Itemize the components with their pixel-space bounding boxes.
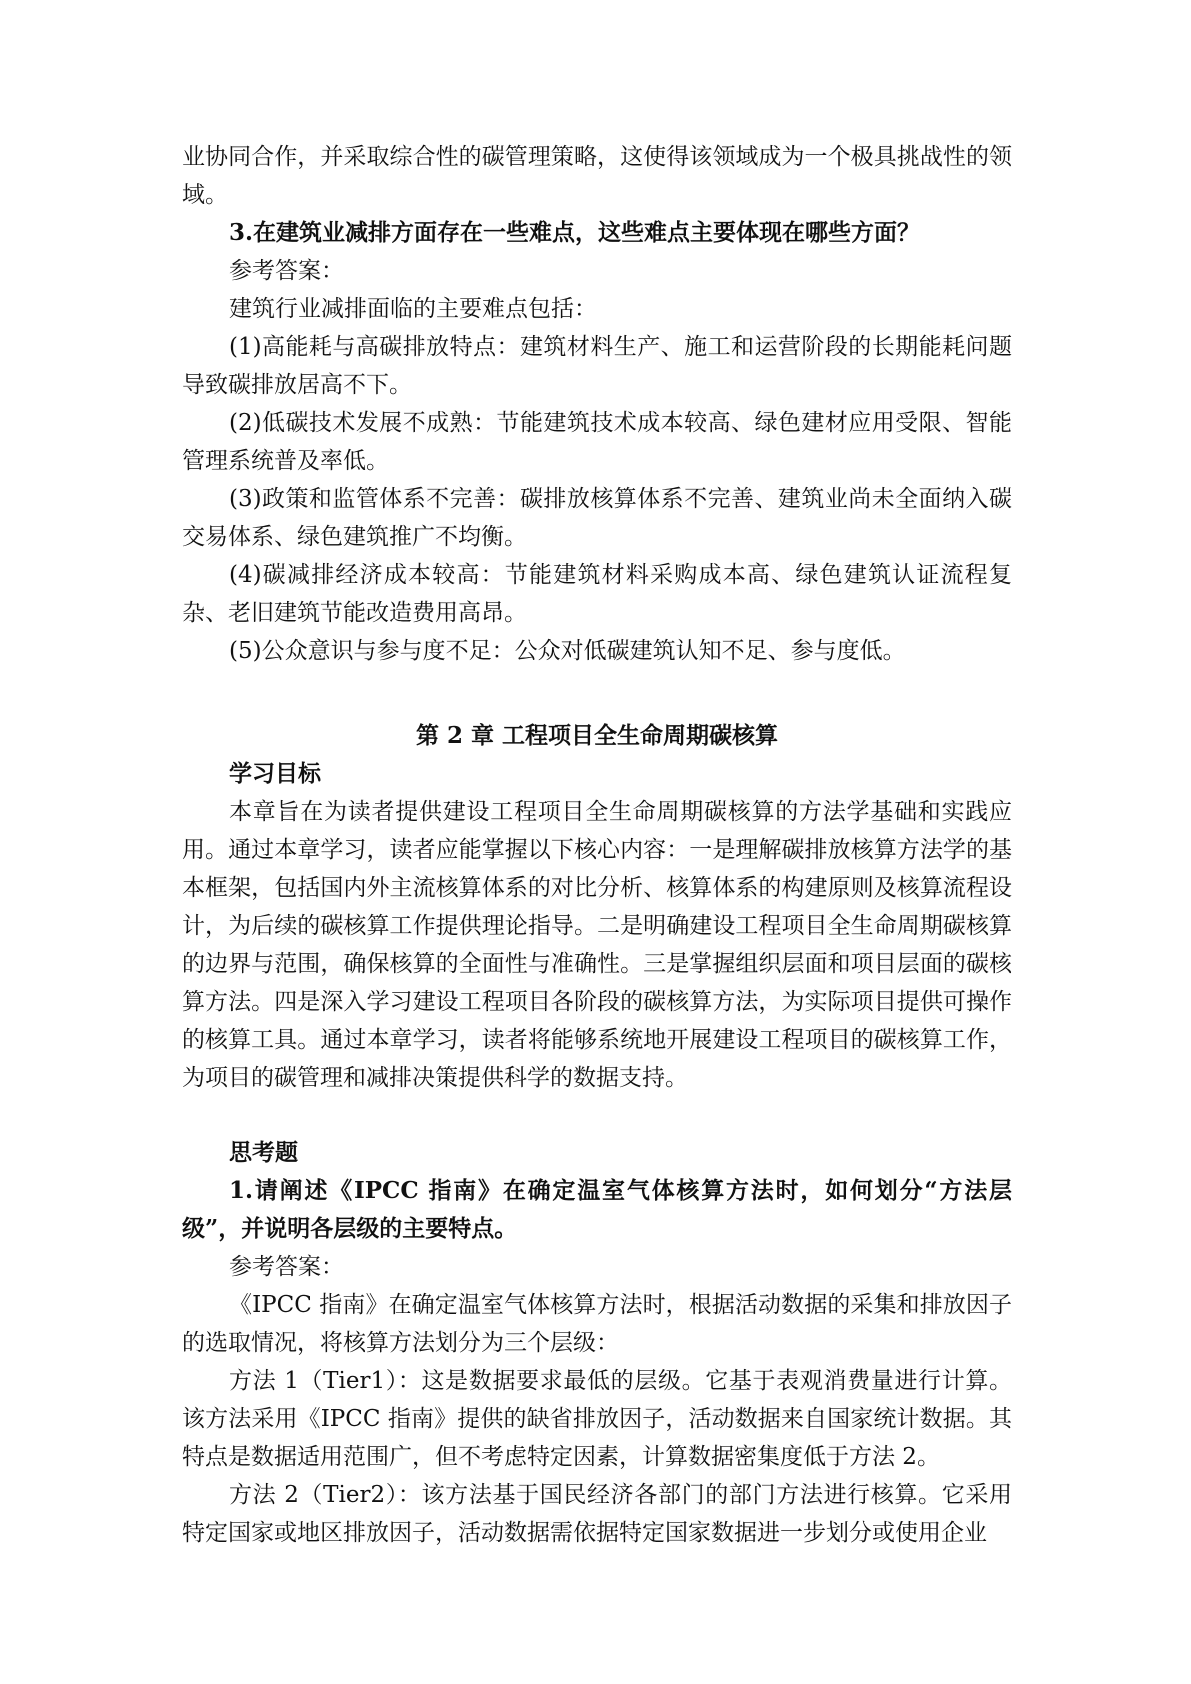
ipcc-intro-paragraph: 《IPCC 指南》在确定温室气体核算方法时，根据活动数据的采集和排放因子的选取情况，将核算方法划分为三个层级： — [182, 1292, 1012, 1356]
difficulty-item-4: (4)碳减排经济成本较高：节能建筑材料采购成本高、绿色建筑认证流程复杂、老旧建筑节能改造费用高昂。 — [182, 562, 1012, 626]
objectives-heading: 学习目标 — [229, 760, 321, 787]
chapter-title: 第 2 章 工程项目全生命周期碳核算 — [415, 722, 779, 749]
objectives-paragraph: 本章旨在为读者提供建设工程项目全生命周期碳核算的方法学基础和实践应用。通过本章学习，读者应能掌握以下核心内容：一是理解碳排放核算方法学的基本框架，包括国内外主流核算体系的对比分析、核算体系的构建原则及核算流程设计，为后续的碳核算工作提供理论指导。二是明确建设工程项目全生命周期碳核算的边界与范围，确保核算的全面性与准确性。三是掌握组织层面和项目层面的碳核算方法。四是深入学习建设工程项目各阶段的碳核算方法，为实际项目提供可操作的核算工具。通过本章学习，读者将能够系统地开展建设工程项目的碳核算工作，为项目的碳管理和减排决策提供科学的数据支持。 — [182, 799, 1012, 1091]
tier1-paragraph: 方法 1（Tier1）：这是数据要求最低的层级。它基于表观消费量进行计算。该方法采用《IPCC 指南》提供的缺省排放因子，活动数据来自国家统计数据。其特点是数据适用范围广，但不考虑特定因素，计算数据密集度低于方法 2。 — [182, 1368, 1012, 1470]
paragraph-continuation: 业协同合作，并采取综合性的碳管理策略，这使得该领域成为一个极具挑战性的领域。 — [182, 144, 1012, 208]
question-3: 3.在建筑业减排方面存在一些难点，这些难点主要体现在哪些方面？ — [229, 219, 921, 246]
tier2-paragraph: 方法 2（Tier2）：该方法基于国民经济各部门的部门方法进行核算。它采用特定国家或地区排放因子，活动数据需依据特定国家数据进一步划分或使用企业 — [182, 1482, 1012, 1546]
difficulties-intro: 建筑行业减排面临的主要难点包括： — [229, 296, 597, 322]
difficulty-item-3: (3)政策和监管体系不完善：碳排放核算体系不完善、建筑业尚未全面纳入碳交易体系、绿色建筑推广不均衡。 — [182, 486, 1012, 550]
answer-label: 参考答案： — [229, 258, 344, 284]
think-questions-heading: 思考题 — [229, 1139, 298, 1166]
difficulty-item-5: (5)公众意识与参与度不足：公众对低碳建筑认知不足、参与度低。 — [229, 638, 906, 664]
answer-label: 参考答案： — [229, 1254, 344, 1280]
question-1: 1.请阐述《IPCC 指南》在确定温室气体核算方法时，如何划分“方法层级”，并说明各层级的主要特点。 — [182, 1177, 1012, 1242]
difficulty-item-2: (2)低碳技术发展不成熟：节能建筑技术成本较高、绿色建材应用受限、智能管理系统普及率低。 — [182, 410, 1012, 474]
difficulty-item-1: (1)高能耗与高碳排放特点：建筑材料生产、施工和运营阶段的长期能耗问题导致碳排放居高不下。 — [182, 334, 1012, 398]
